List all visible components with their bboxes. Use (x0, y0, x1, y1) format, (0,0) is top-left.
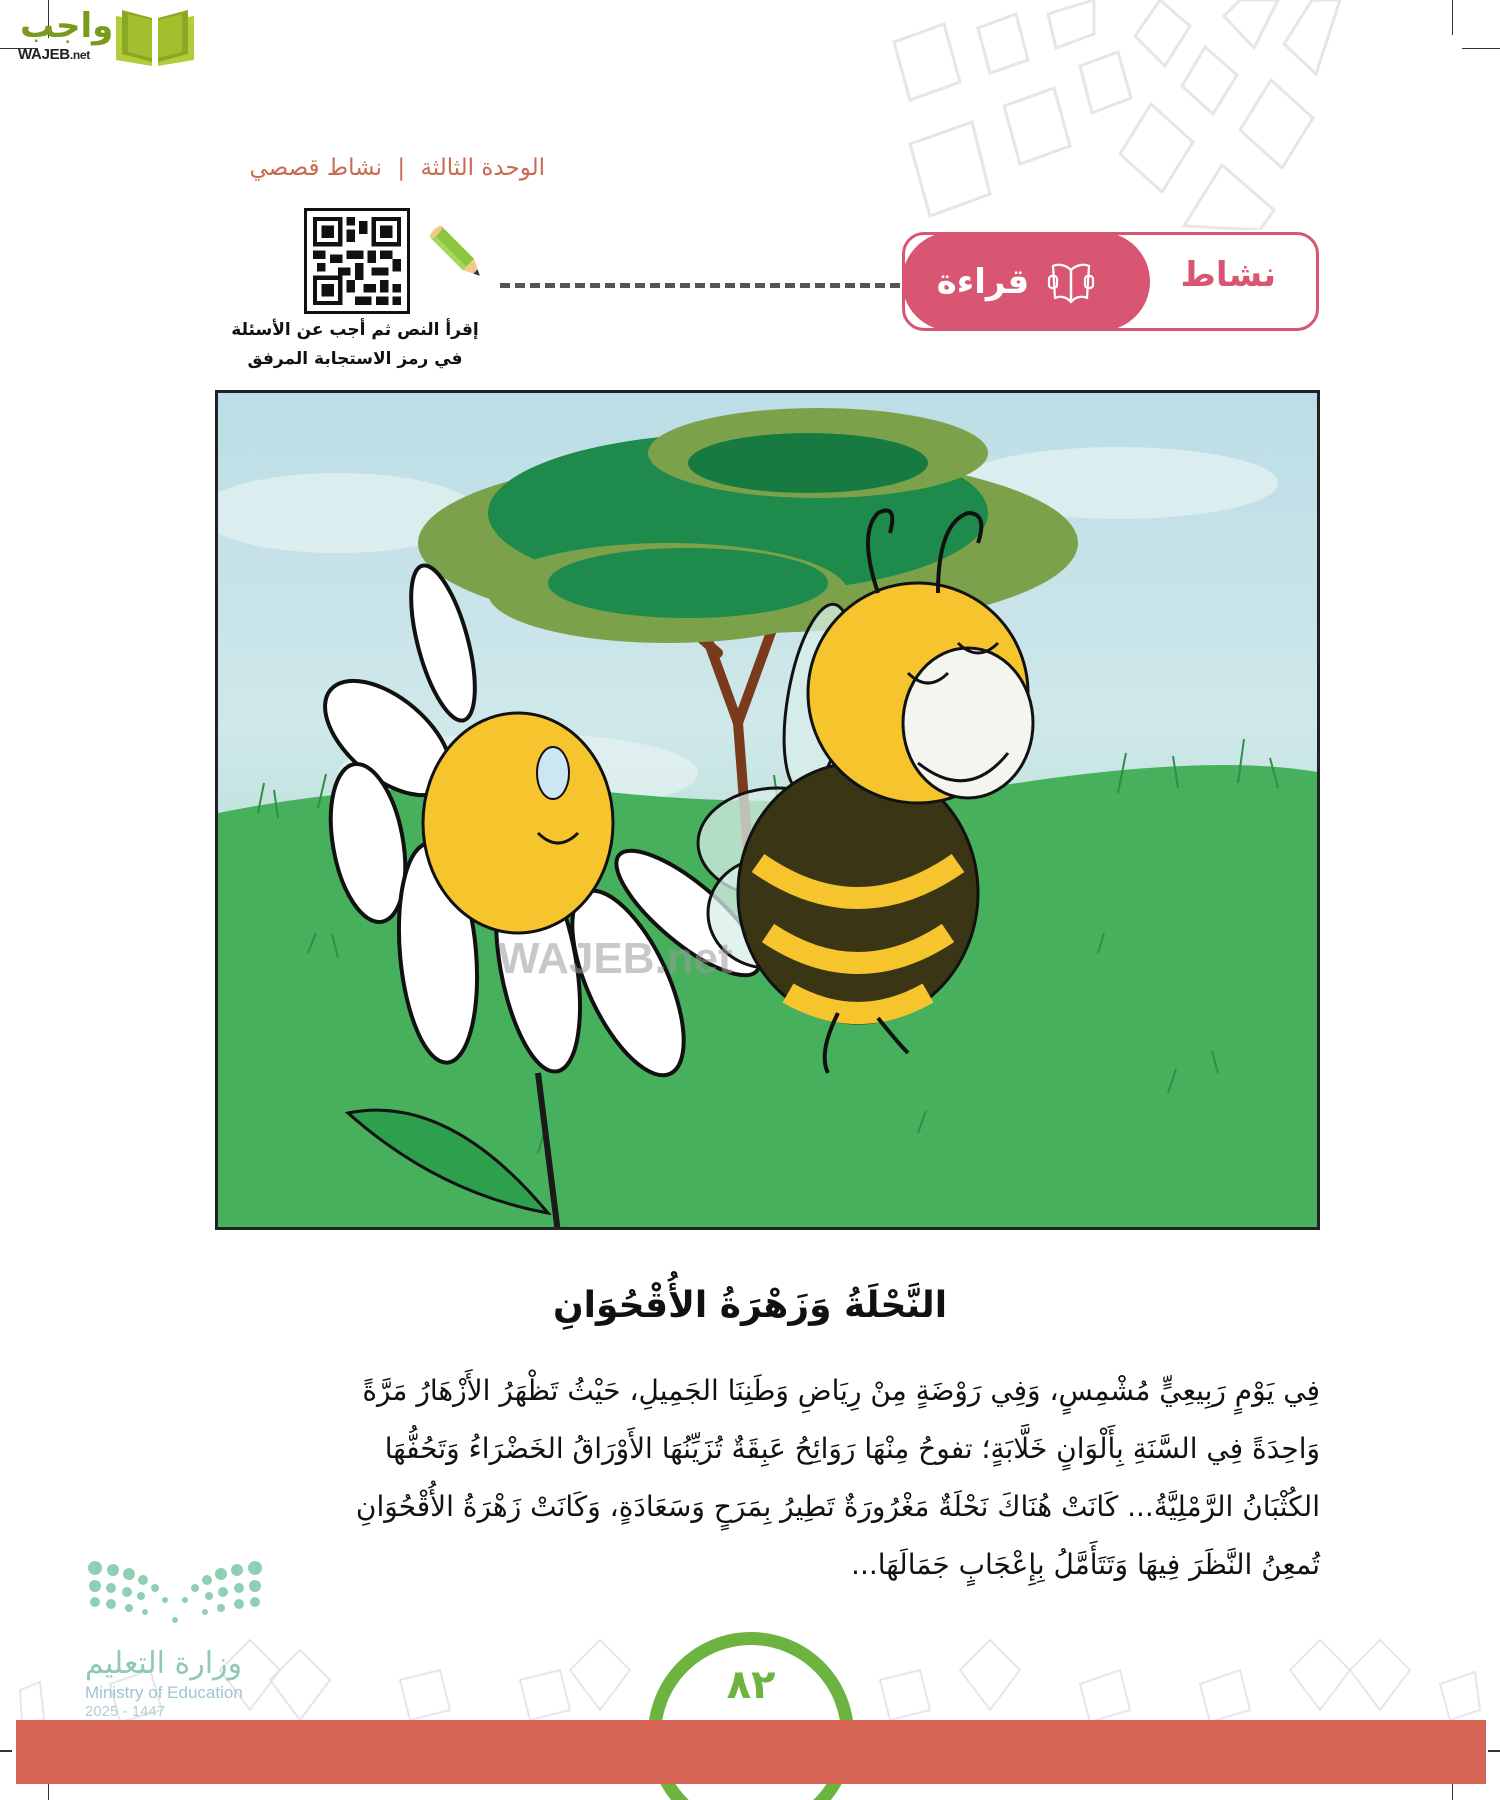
qr-code-icon[interactable] (304, 208, 410, 314)
activity-badge (902, 232, 1319, 331)
crop-mark (1488, 1750, 1500, 1752)
page-number: ٨٢ (726, 1662, 776, 1708)
bee-and-daisy-illustration (218, 393, 1320, 1230)
logo-english-text: WAJEB.net (18, 46, 90, 63)
qr-caption-line-1: إقرأ النص ثم أجب عن الأسئلة (231, 320, 479, 340)
open-book-logo-icon (114, 8, 196, 68)
ministry-of-education-logo (85, 1560, 285, 1720)
ministry-year: 2025 - 1447 (85, 1703, 166, 1720)
story-title: النَّحْلَةُ وَزَهْرَةُ الأُقْحُوَانِ (552, 1285, 948, 1326)
crop-mark (0, 1750, 12, 1752)
story-illustration (215, 390, 1320, 1230)
svg-text:WAJEB.net: WAJEB.net (498, 934, 733, 983)
logo-arabic-text: واجب (20, 6, 114, 46)
footer-band (16, 1720, 1486, 1784)
section-label: نشاط قصصي (249, 155, 383, 181)
pencil-icon (430, 226, 490, 286)
reading-book-icon (1047, 258, 1095, 306)
story-text (215, 1362, 1320, 1594)
unit-label: الوحدة الثالثة (420, 155, 545, 181)
ministry-arabic-name: وزارة التعليم (85, 1646, 243, 1681)
reading-label: قراءة (936, 261, 1030, 302)
dashed-connector (500, 283, 900, 288)
unit-breadcrumb (249, 155, 545, 181)
breadcrumb-separator: | (397, 155, 406, 181)
story-line: فِي يَوْمٍ رَبِيعِيٍّ مُشْمِسٍ، وَفِي رَوْضَةٍ مِنْ رِيَاضِ وَطَنِنَا الجَمِيلِ، حَيْثُ تَظْهَرُ الأَزْهَارُ مَرَّةً (362, 1374, 1320, 1407)
story-line: وَاحِدَةً فِي السَّنَةِ بِأَلْوَانٍ خَلَّابَةٍ؛ تفوحُ مِنْهَا رَوَائِحُ عَبِقَةٌ تُزَيِّنُهَا الأَوْرَاقُ الخَضْرَاءُ وَتَحُفُّهَا (384, 1432, 1320, 1465)
activity-label: نشاط (1180, 255, 1276, 295)
ministry-dots-icon (85, 1560, 265, 1630)
qr-instructions (210, 316, 500, 374)
story-line: الكُثْبَانُ الرَّمْلِيَّةُ... كَانَتْ هُنَاكَ نَحْلَةٌ مَغْرُورَةٌ تَطِيرُ بِمَرَحٍ وَسَعَادَةٍ، وَكَانَتْ زَهْرَةُ الأُقْحُوَانِ (355, 1490, 1320, 1523)
wajeb-logo[interactable] (8, 6, 193, 68)
ministry-english-name: Ministry of Education (85, 1683, 243, 1702)
story-line: تُمعِنُ النَّظَرَ فِيهَا وَتَتَأَمَّلُ بِإِعْجَابٍ جَمَالَهَا... (851, 1548, 1320, 1581)
qr-caption-line-2: في رمز الاستجابة المرفق (247, 348, 463, 369)
reading-badge (902, 232, 1150, 331)
decorative-squares-pattern (880, 0, 1500, 230)
